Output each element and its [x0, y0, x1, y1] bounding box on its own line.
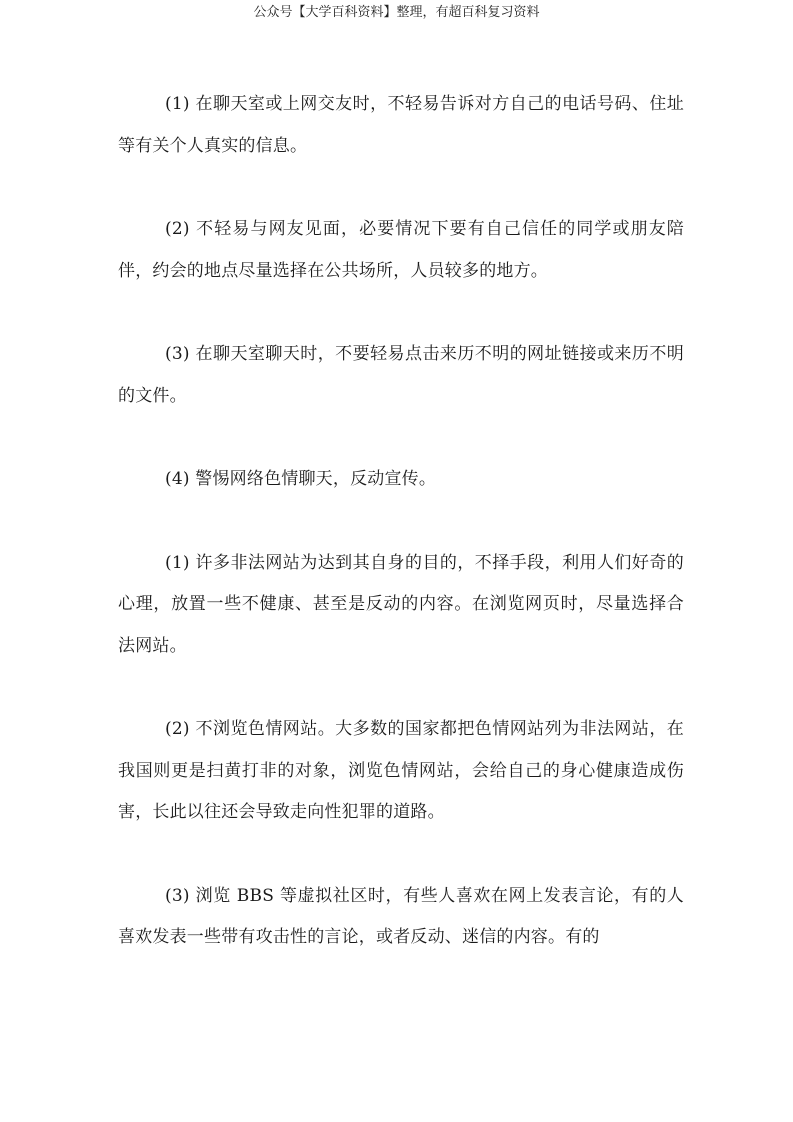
paragraph-2: (2) 不轻易与网友见面，必要情况下要有自己信任的同学或朋友陪伴，约会的地点尽量选择在公共场所，人员较多的地方。 — [118, 219, 684, 281]
paragraph-6: (2) 不浏览色情网站。大多数的国家都把色情网站列为非法网站，在我国则更是扫黄打非的对象，浏览色情网站，会给自己的身心健康造成伤害，长此以往还会导致走向性犯罪的道路。 — [118, 719, 684, 822]
document-body — [118, 84, 684, 1001]
paragraph-4: (4) 警惕网络色情聊天，反动宣传。 — [165, 469, 437, 489]
paragraph-5: (1) 许多非法网站为达到其自身的目的，不择手段，利用人们好奇的心理，放置一些不健康、甚至是反动的内容。在浏览网页时，尽量选择合法网站。 — [118, 552, 684, 656]
paragraph-3: (3) 在聊天室聊天时，不要轻易点击来历不明的网址链接或来历不明的文件。 — [118, 344, 684, 406]
paragraph-7: (3) 浏览 BBS 等虚拟社区时，有些人喜欢在网上发表言论，有的人喜欢发表一些带有攻击性的言论，或者反动、迷信的内容。有的 — [118, 885, 684, 947]
paragraph-1: (1) 在聊天室或上网交友时，不轻易告诉对方自己的电话号码、住址等有关个人真实的信息。 — [118, 94, 684, 156]
page-header: 公众号【大学百科资料】整理，有超百科复习资料 — [253, 5, 540, 20]
